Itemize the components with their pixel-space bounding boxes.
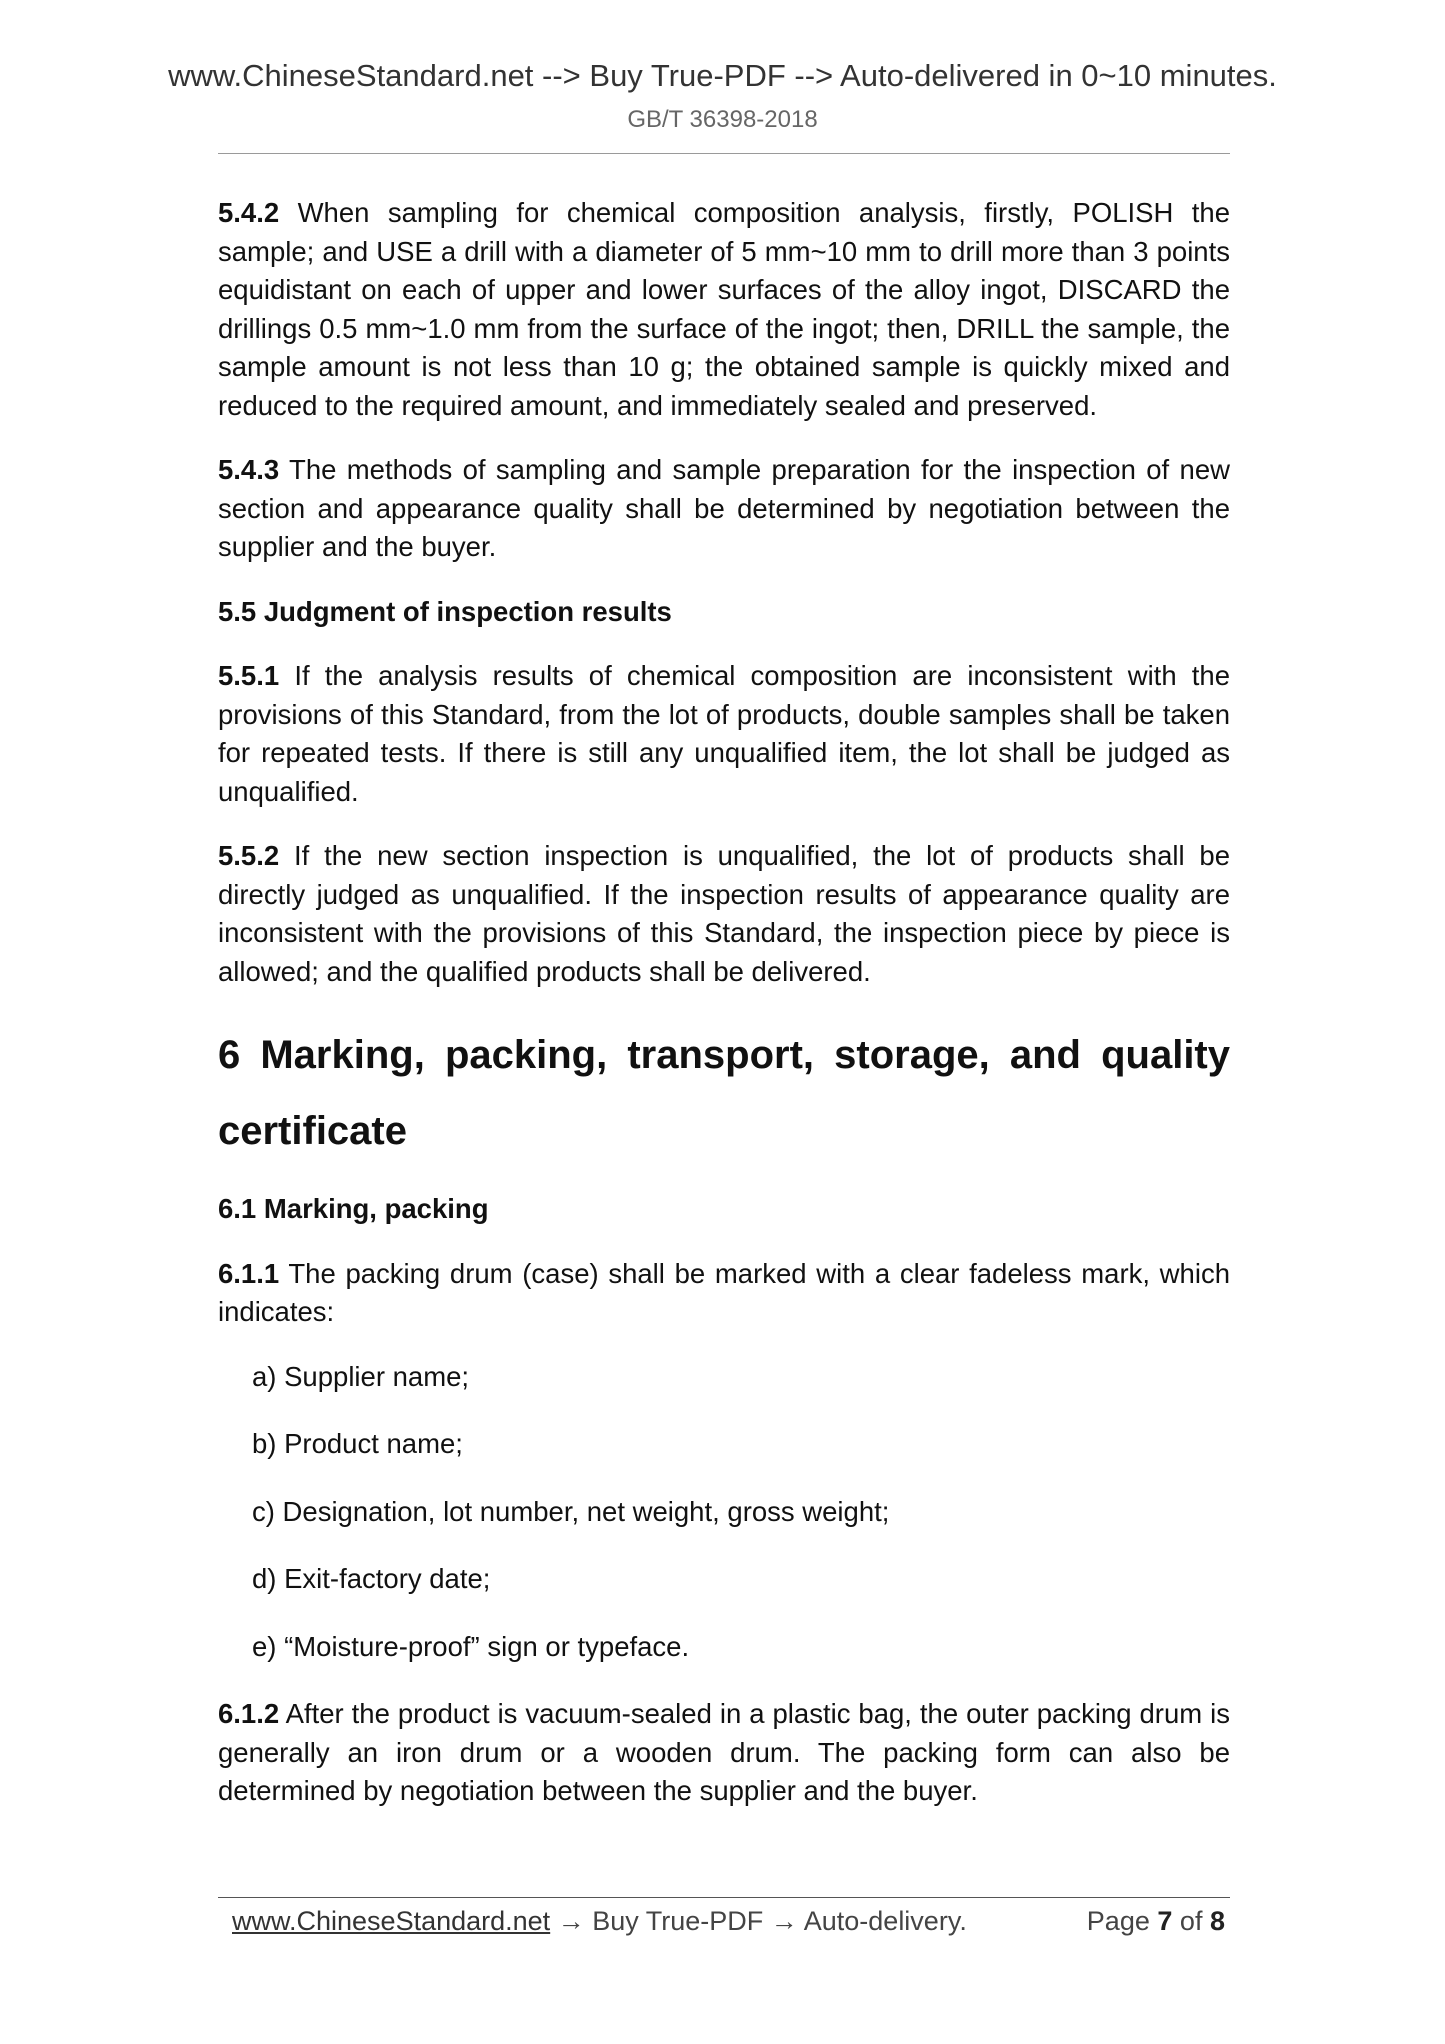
clause-number: 6.1.2: [218, 1698, 280, 1729]
clause-text: The methods of sampling and sample preparation for the inspection of new section and appearance quality shall be determined by negotiation between the supplier and the buyer.: [218, 454, 1230, 562]
page-content: [218, 194, 1230, 1837]
marking-list: [218, 1358, 1230, 1667]
list-item: b) Product name;: [252, 1428, 463, 1459]
clause-number: 5.4.2: [218, 197, 280, 228]
clause-text: After the product is vacuum-sealed in a plastic bag, the outer packing drum is generally an iron drum or a wooden drum. The packing form can also be determined by negotiation between the supplier and the buyer.: [218, 1698, 1230, 1806]
list-item: e) “Moisture-proof” sign or typeface.: [252, 1630, 690, 1662]
footer-divider: [218, 1897, 1230, 1898]
clause-6-1-1: [218, 1255, 1230, 1332]
clause-text: When sampling for chemical composition analysis, firstly, POLISH the sample; and USE a drill with a diameter of 5 mm~10 mm to drill more than 3 points equidistant on each of upper and lower surfaces of the alloy ingot, DISCARD the drillings 0.5 mm~1.0 mm from the surface of the ingot; then, DRILL the sample, the sample amount is not less than 10 g; the obtained sample is quickly mixed and reduced to the required amount, and immediately sealed and preserved.: [218, 197, 1230, 421]
page-label: Page: [1086, 1906, 1150, 1936]
clause-text: The packing drum (case) shall be marked with a clear fadeless mark, which indicates:: [218, 1257, 1230, 1327]
page-indicator: [1087, 1902, 1225, 1940]
standard-code: GB/T 36398-2018: [627, 106, 818, 133]
clause-number: 5.5.1: [218, 660, 280, 691]
clause-number: 6.1.1: [218, 1257, 280, 1289]
header-banner: www.ChineseStandard.net --> Buy True-PDF --> Auto-delivered in 0~10 minutes.: [168, 58, 1277, 93]
footer-site-link[interactable]: www.ChineseStandard.net: [232, 1906, 551, 1936]
clause-number: 5.4.3: [218, 454, 280, 485]
heading-6-1: 6.1 Marking, packing: [218, 1193, 489, 1224]
header-divider: [218, 153, 1230, 154]
page-number: 7: [1157, 1906, 1173, 1936]
clause-text: If the new section inspection is unqualified, the lot of products shall be directly judged as unqualified. If the inspection results of appearance quality are inconsistent with the provisions of this Standard, the inspection piece by piece is allowed; and the qualified products shall be delivered.: [218, 840, 1230, 987]
heading-5-5: 5.5 Judgment of inspection results: [218, 595, 672, 627]
clause-6-1-2: [218, 1695, 1230, 1811]
list-item: d) Exit-factory date;: [252, 1563, 491, 1594]
clause-5-5-1: [218, 657, 1230, 811]
page-total: 8: [1209, 1906, 1225, 1936]
clause-number: 5.5.2: [218, 840, 280, 871]
of-label: of: [1179, 1906, 1203, 1936]
footer-tagline: → Buy True-PDF → Auto-delivery.: [550, 1906, 967, 1936]
clause-5-5-2: [218, 837, 1230, 991]
list-item: a) Supplier name;: [252, 1360, 470, 1392]
list-item: c) Designation, lot number, net weight, gross weight;: [252, 1495, 890, 1527]
footer: [232, 1902, 1230, 1940]
clause-5-4-3: [218, 451, 1230, 567]
clause-text: If the analysis results of chemical composition are inconsistent with the provisions of this Standard, from the lot of products, double samples shall be taken for repeated tests. If there is still any unqualified item, the lot shall be judged as unqualified.: [218, 660, 1230, 807]
clause-5-4-2: [218, 194, 1230, 425]
heading-section-6: 6 Marking, packing, transport, storage, and quality certificate: [218, 1033, 1230, 1153]
